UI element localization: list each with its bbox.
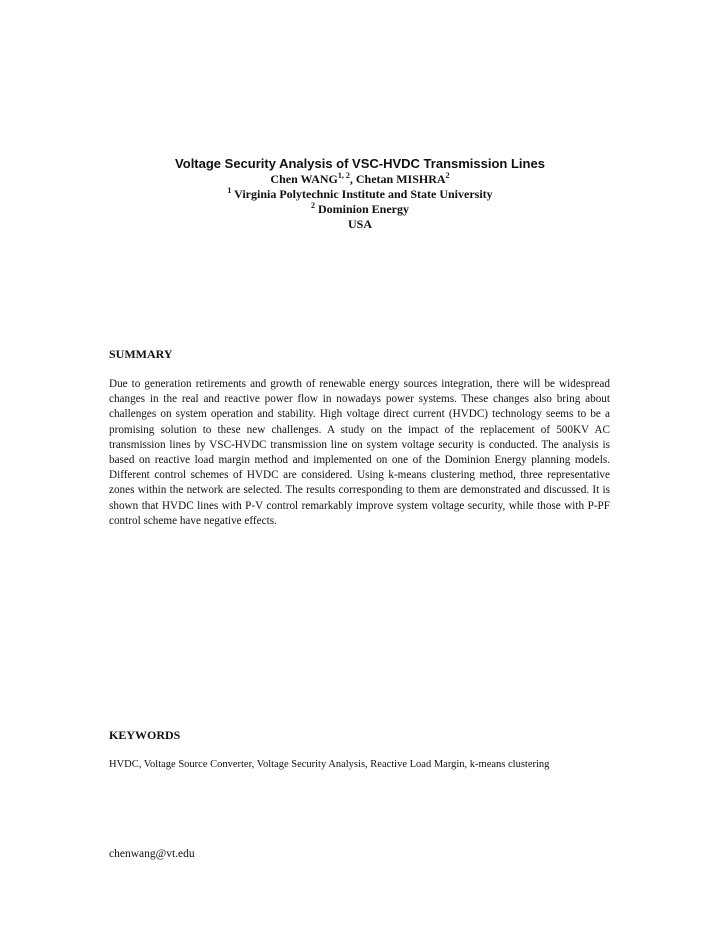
author-2-name: Chetan MISHRA [355,172,446,186]
title-block [0,156,720,232]
affiliation-1-marker: 1 [227,186,232,195]
author-1-name: Chen WANG [270,172,338,186]
author-separator: , [349,172,356,186]
paper-title: Voltage Security Analysis of VSC-HVDC Transmission Lines [175,156,545,171]
keywords-heading: KEYWORDS [109,728,181,742]
keywords-text: HVDC, Voltage Source Converter, Voltage Security Analysis, Reactive Load Margin, k-means clustering [109,759,550,770]
author-line [0,172,720,187]
affiliation-1 [0,187,720,202]
affiliation-2-name: Dominion Energy [314,202,409,216]
country: USA [347,217,372,231]
author-2-affiliation-marker: 2 [445,171,450,180]
author-1-affiliation-marker: 1, 2 [337,171,350,180]
summary-heading: SUMMARY [109,347,173,361]
affiliation-2 [0,202,720,217]
summary-text: Due to generation retirements and growth of renewable energy sources integration, there will be widespread changes in the real and reactive power flow in nowadays power systems. These changes also bring about challenges on system operation and stability. High voltage direct current (HVDC) technology seems to be a promising solution to these new challenges. A study on the impact of the replacement of 500KV AC transmission lines by VSC-HVDC transmission line on system voltage security is conducted. The analysis is based on reactive load margin method and implemented on one of the Dominion Energy planning models. Different control schemes of HVDC are considered. Using k-means clustering method, three representative zones within the network are selected. The results corresponding to them are demonstrated and discussed. It is shown that HVDC lines with P-V control remarkably improve system voltage security, while those with P-PF control scheme have negative effects. [109,378,610,527]
affiliation-1-name: Virginia Polytechnic Institute and State University [231,187,493,201]
author-email: chenwang@vt.edu [109,848,195,860]
affiliation-2-marker: 2 [310,201,315,210]
